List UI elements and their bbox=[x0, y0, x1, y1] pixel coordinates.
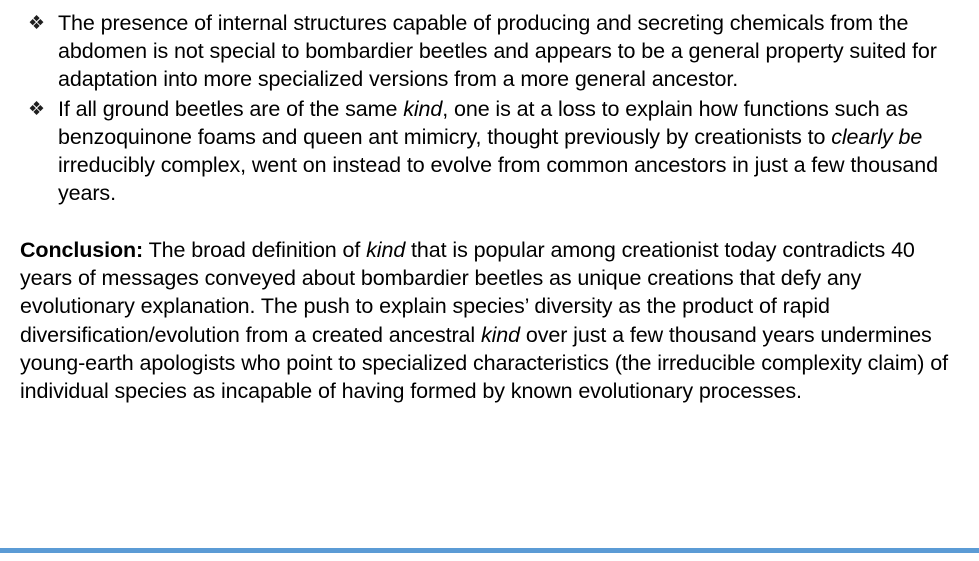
bullet-item-1 bbox=[20, 10, 949, 94]
bullet-item-2 bbox=[20, 96, 949, 208]
bullet-text-2: If all ground beetles are of the same kind, one is at a loss to explain how functions such as benzoquinone foams and queen ant mimicry, thought previously by creationists to clearly be irreducibly complex, went on instead to evolve from common ancestors in just a few thousand years. bbox=[58, 96, 939, 205]
bottom-accent-rule bbox=[0, 548, 979, 553]
diamond-bullet-icon: ❖ bbox=[28, 98, 45, 120]
conclusion-paragraph: Conclusion: The broad definition of kind that is popular among creationist today contradicts 40 years of messages conveyed about bombardier beetles as unique creations that defy any evolutionary explanation. The push to explain species’ diversity as the product of rapid diversification/evolution from a created ancestral kind over just a few thousand years undermines young-earth apologists who point to specialized characteristics (the irreducible complexity claim) of individual species as incapable of having formed by known evolutionary processes. bbox=[20, 237, 948, 404]
bullet-list bbox=[20, 10, 949, 208]
bullet-text-1: The presence of internal structures capable of producing and secreting chemicals from the abdomen is not special to bombardier beetles and appears to be a general property suited for adaptation into more specialized versions from a more general ancestor. bbox=[58, 11, 937, 91]
diamond-bullet-icon: ❖ bbox=[28, 13, 45, 34]
paragraph-spacer bbox=[20, 210, 949, 236]
